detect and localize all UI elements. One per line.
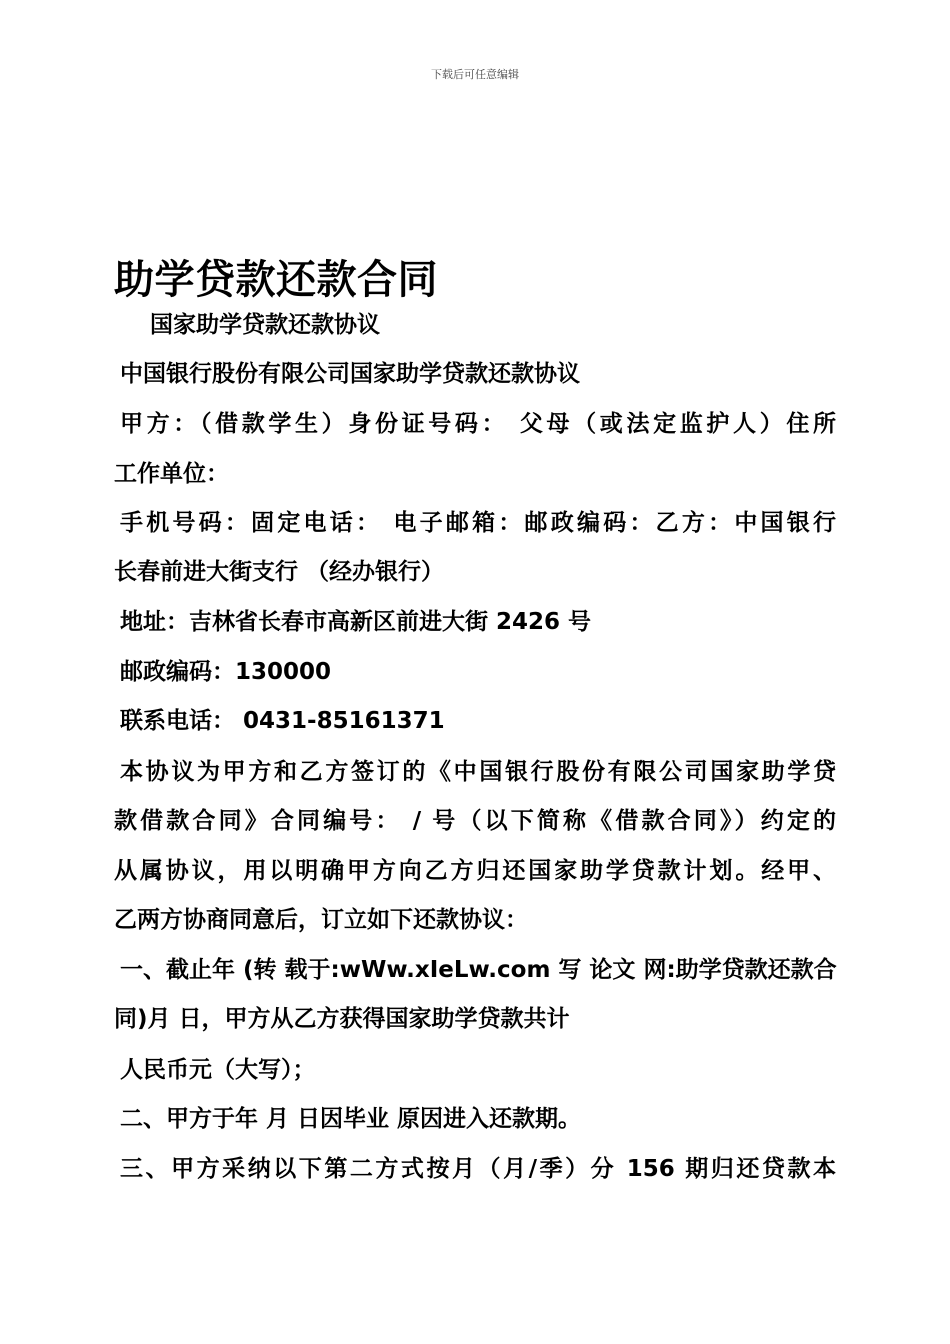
postcode-line: 邮政编码：130000 — [120, 659, 332, 685]
clause-3-line: 三、甲方采纳以下第二方式按月（月/季）分 156 期归还贷款本 — [120, 1156, 836, 1182]
clause-2-line: 二、甲方于年 月 日因毕业 原因进入还款期。 — [120, 1106, 582, 1132]
clause-1-line-3: 人民币元（大写）； — [120, 1057, 316, 1083]
body-paragraph-line-2: 款借款合同》合同编号： / 号（以下简称《借款合同》）约定的 — [114, 808, 836, 834]
clause-1-line-1: 一、截止年 (转 载于:wWw.xIeLw.com 写 论文 网:助学贷款还款合 — [120, 957, 837, 983]
body-paragraph-line-3: 从属协议，用以明确甲方向乙方归还国家助学贷款计划。经甲、 — [114, 858, 836, 884]
contact-fields-line: 手机号码：固定电话： 电子邮箱：邮政编码：乙方：中国银行 — [120, 510, 836, 536]
work-unit-line: 工作单位： — [114, 461, 229, 487]
agreement-name-line: 中国银行股份有限公司国家助学贷款还款协议 — [120, 361, 580, 387]
phone-line: 联系电话： 0431-85161371 — [120, 708, 445, 734]
header-note: 下载后可任意编辑 — [431, 68, 519, 81]
body-paragraph-line-1: 本协议为甲方和乙方签订的《中国银行股份有限公司国家助学贷 — [120, 759, 836, 785]
clause-1-line-2: 同)月 日，甲方从乙方获得国家助学贷款共计 — [114, 1006, 570, 1032]
document-title: 助学贷款还款合同 — [114, 256, 438, 303]
address-line: 地址：吉林省长春市高新区前进大街 2426 号 — [120, 609, 592, 635]
body-paragraph-line-4: 乙两方协商同意后，订立如下还款协议： — [114, 907, 528, 933]
subtitle-line: 国家助学贷款还款协议 — [150, 312, 380, 338]
party-a-line: 甲方：（借款学生）身份证号码： 父母（或法定监护人）住所 — [120, 411, 836, 437]
branch-line: 长春前进大街支行 （经办银行） — [114, 559, 445, 585]
